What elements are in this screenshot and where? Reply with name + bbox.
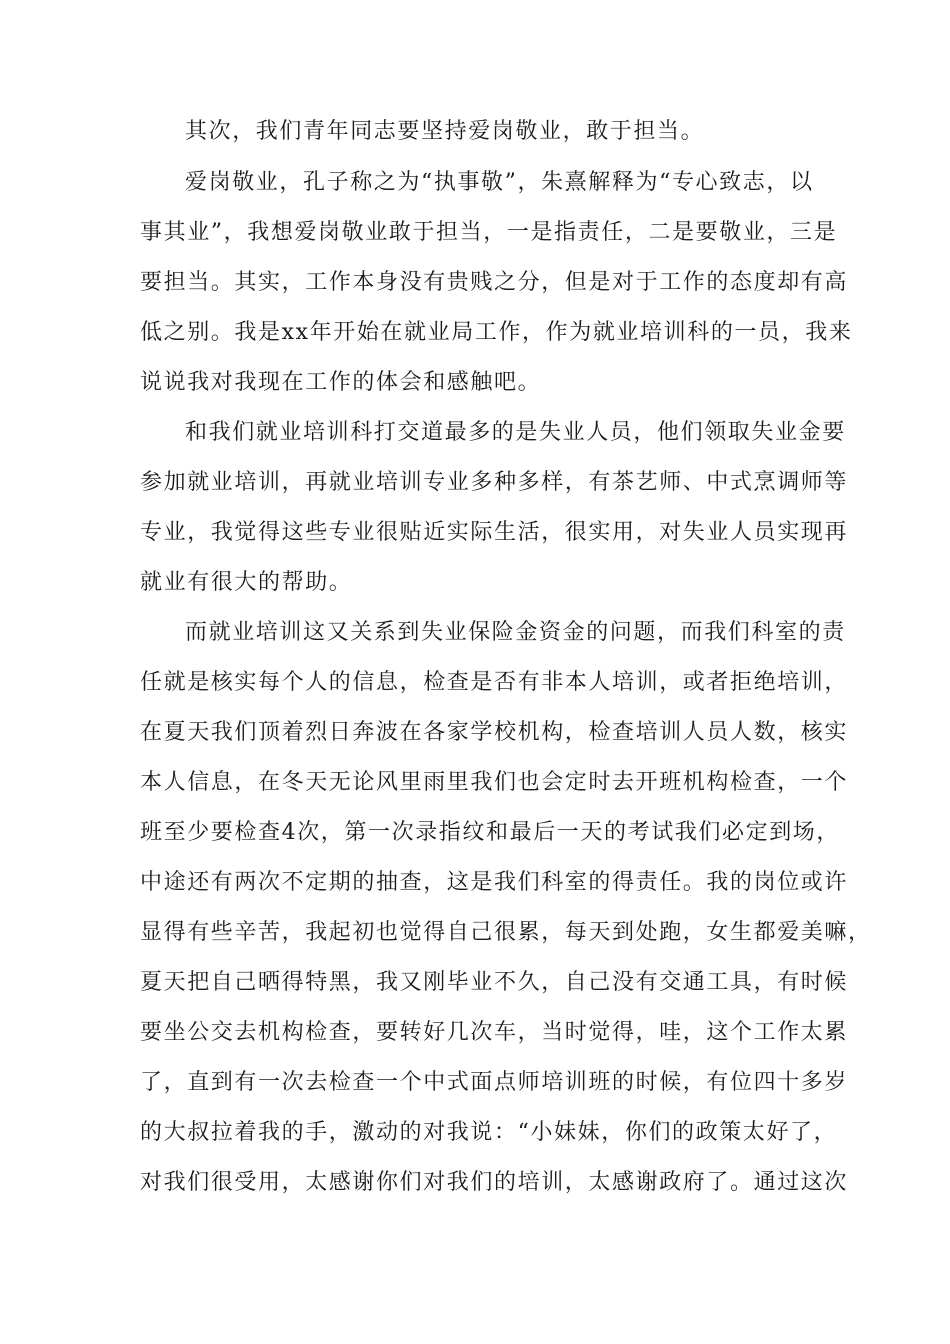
- paragraph-line: 低之别。我是xx年开始在就业局工作，作为就业培训科的一员，我来: [140, 320, 853, 345]
- paragraph-line: 本人信息，在冬天无论风里雨里我们也会定时去开班机构检查，一个: [140, 770, 849, 795]
- paragraph-line: 班至少要检查4次，第一次录指纹和最后一天的考试我们必定到场，: [140, 820, 840, 845]
- paragraph-line: 中途还有两次不定期的抽查，这是我们科室的得责任。我的岗位或许: [140, 870, 849, 895]
- paragraph-line: 就业有很大的帮助。: [140, 570, 353, 595]
- paragraph-line: 要担当。其实，工作本身没有贵贱之分，但是对于工作的态度却有高: [140, 270, 849, 295]
- paragraph-line: 其次，我们青年同志要坚持爱岗敬业，敢于担当。: [185, 119, 705, 144]
- paragraph-line: 和我们就业培训科打交道最多的是失业人员，他们领取失业金要: [185, 420, 846, 445]
- paragraph-line: 而就业培训这又关系到失业保险金资金的问题，而我们科室的责: [185, 620, 846, 645]
- paragraph-line: 的大叔拉着我的手，激动的对我说：“小妹妹，你们的政策太好了，: [140, 1120, 838, 1145]
- paragraph-line: 参加就业培训，再就业培训专业多种多样，有茶艺师、中式烹调师等: [140, 470, 849, 495]
- paragraph-line: 任就是核实每个人的信息，检查是否有非本人培训，或者拒绝培训，: [140, 670, 849, 695]
- paragraph-line: 事其业”，我想爱岗敬业敢于担当，一是指责任，二是要敬业，三是: [140, 220, 838, 245]
- paragraph-line: 显得有些辛苦，我起初也觉得自己很累，每天到处跑，女生都爱美嘛，: [140, 920, 872, 945]
- paragraph-line: 要坐公交去机构检查，要转好几次车，当时觉得，哇，这个工作太累: [140, 1020, 849, 1045]
- paragraph-line: 说说我对我现在工作的体会和感触吧。: [140, 370, 542, 395]
- paragraph-line: 夏天把自己晒得特黑，我又刚毕业不久，自己没有交通工具，有时候: [140, 970, 849, 995]
- paragraph-line: 对我们很受用，太感谢你们对我们的培训，太感谢政府了。通过这次: [140, 1170, 849, 1195]
- paragraph-line: 了，直到有一次去检查一个中式面点师培训班的时候，有位四十多岁: [140, 1070, 849, 1095]
- paragraph-line: 爱岗敬业，孔子称之为“执事敬”，朱熹解释为“专心致志，以: [185, 170, 814, 195]
- paragraph-line: 专业，我觉得这些专业很贴近实际生活，很实用，对失业人员实现再: [140, 520, 849, 545]
- paragraph-line: 在夏天我们顶着烈日奔波在各家学校机构，检查培训人员人数，核实: [140, 720, 849, 745]
